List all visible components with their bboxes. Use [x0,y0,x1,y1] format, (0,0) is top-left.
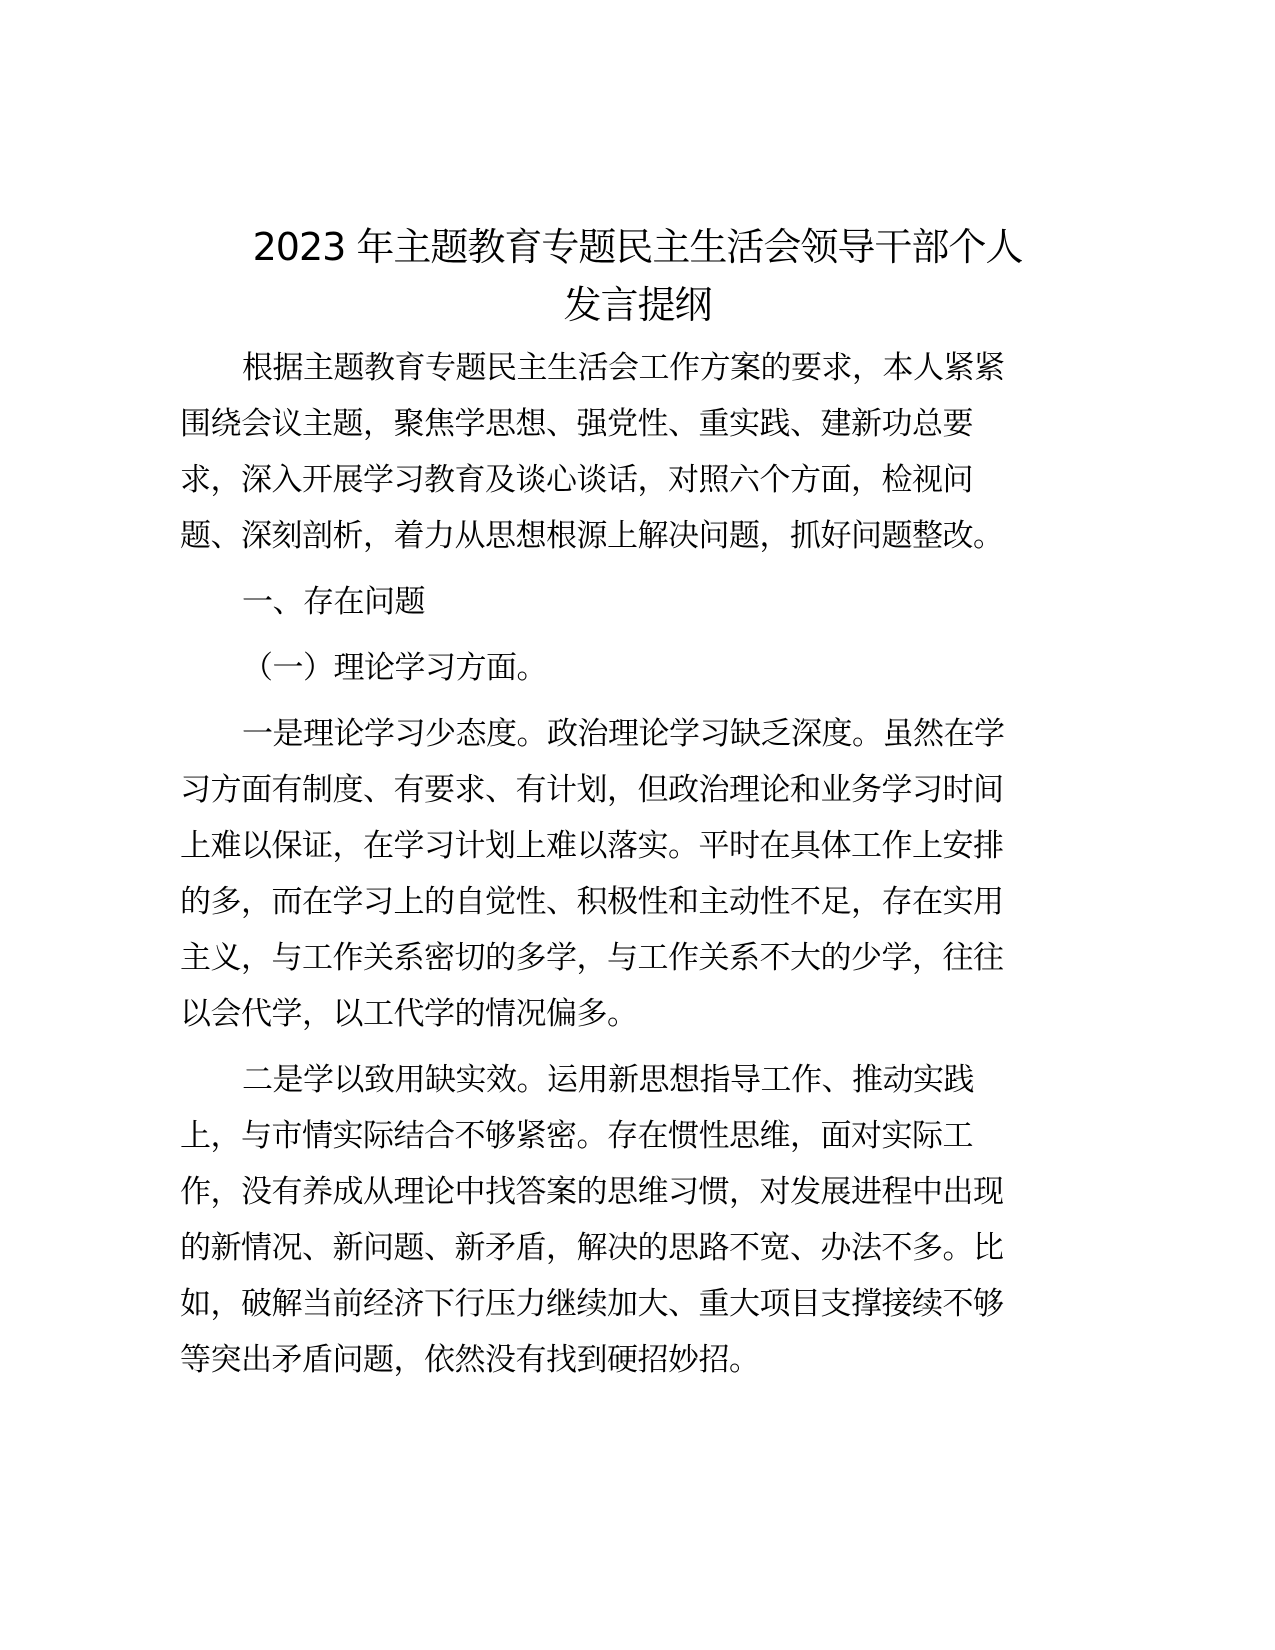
text-line: 一是理论学习少态度。政治理论学习缺乏深度。虽然在学 [242,716,1005,752]
text-line: 上，与市情实际结合不够紧密。存在惯性思维，面对实际工 [180,1118,973,1154]
text-line: 的多，而在学习上的自觉性、积极性和主动性不足，存在实用 [180,884,1004,920]
document-body [180,340,1060,1388]
text-line: 上难以保证，在学习计划上难以落实。平时在具体工作上安排 [180,828,1004,864]
text-line: 求，深入开展学习教育及谈心谈话，对照六个方面，检视问 [180,462,973,498]
title-line-1: 2023 年主题教育专题民主生活会领导干部个人 [252,225,1023,269]
text-line: 根据主题教育专题民主生活会工作方案的要求，本人紧紧 [242,350,1005,386]
text-line: 二是学以致用缺实效。运用新思想指导工作、推动实践 [242,1062,974,1098]
text-line: 主义，与工作关系密切的多学，与工作关系不大的少学，往往 [180,940,1004,976]
text-line: 的新情况、新问题、新矛盾，解决的思路不宽、办法不多。比 [180,1230,1004,1266]
heading-text: 一、存在问题 [242,584,425,620]
text-line: 题、深刻剖析，着力从思想根源上解决问题，抓好问题整改。 [180,518,1004,554]
intro-paragraph [180,340,1060,564]
title-line-2: 发言提纲 [563,283,712,327]
heading-text: （一）理论学习方面。 [242,650,547,686]
point-1-paragraph [180,706,1060,1042]
point-2-paragraph [180,1052,1060,1388]
section-heading-problems [180,574,1060,630]
text-line: 习方面有制度、有要求、有计划，但政治理论和业务学习时间 [180,772,1004,808]
subsection-heading-theory-study [180,640,1060,696]
text-line: 围绕会议主题，聚焦学思想、强党性、重实践、建新功总要 [180,406,973,442]
text-line: 如，破解当前经济下行压力继续加大、重大项目支撑接续不够 [180,1286,1004,1322]
text-line: 作，没有养成从理论中找答案的思维习惯，对发展进程中出现 [180,1174,1004,1210]
document-title [150,218,1125,334]
text-line: 等突出矛盾问题，依然没有找到硬招妙招。 [180,1342,760,1378]
text-line: 以会代学，以工代学的情况偏多。 [180,996,638,1032]
